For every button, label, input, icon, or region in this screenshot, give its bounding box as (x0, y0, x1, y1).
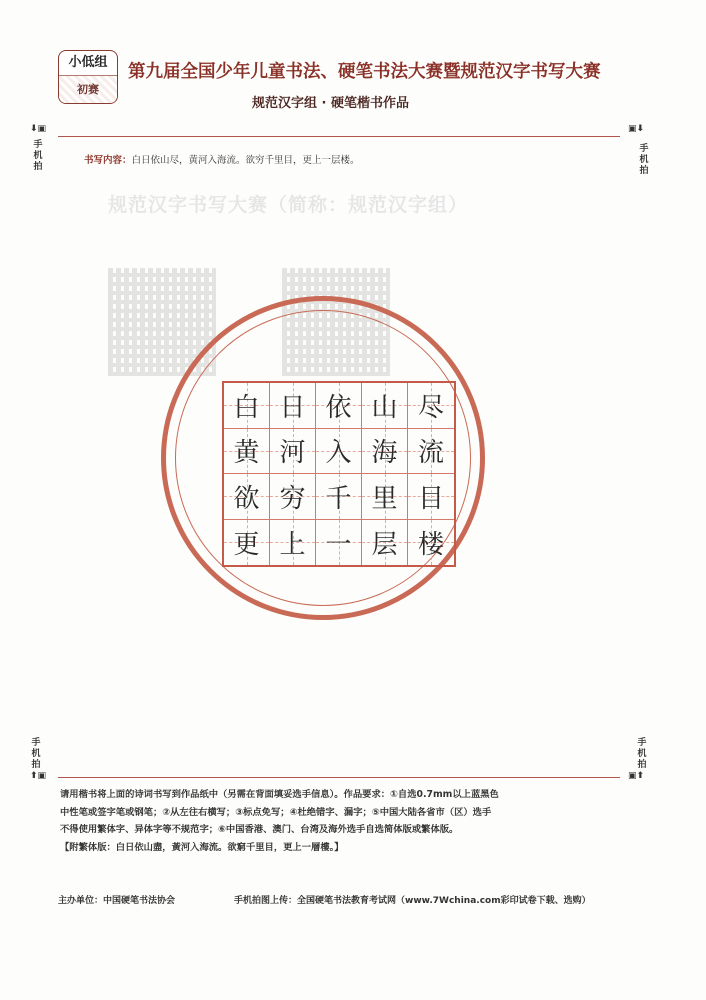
camera-marker-icon: ▣⬇ (628, 124, 645, 134)
grid-cell: 入 (316, 429, 362, 475)
grid-cell: 千 (316, 474, 362, 520)
traditional-version-note: 【附繁体版：白日依山盡，黃河入海流。欲窮千里目，更上一層樓。】 (60, 841, 344, 853)
page-title: 第九届全国少年儿童书法、硬笔书法大赛暨规范汉字书写大赛 (128, 62, 601, 82)
badge-round-label: 初赛 (59, 75, 117, 104)
grid-cell: 目 (408, 474, 454, 520)
camera-marker-icon: ⬆▣ (30, 771, 47, 781)
badge-group-label: 小低组 (68, 55, 108, 70)
writing-content (84, 152, 360, 166)
group-badge (58, 50, 118, 104)
camera-marker-icon: ⬇▣ (30, 124, 47, 134)
grid-cell: 一 (316, 520, 362, 566)
grid-cell: 流 (408, 429, 454, 475)
grid-cell: 更 (224, 520, 270, 566)
requirements-block (60, 786, 620, 856)
grid-cell: 层 (362, 520, 408, 566)
grid-cell: 里 (362, 474, 408, 520)
requirements-line: 请用楷书将上面的诗词书写到作品纸中（另需在背面填妥选手信息）。作品要求：①自选0.7mm以上蓝黑色 (60, 789, 499, 800)
organizer-text: 主办单位：中国硬笔书法协会 (58, 896, 176, 906)
side-label-right-bottom: 手 机 拍 (637, 738, 647, 770)
grid-cell: 依 (316, 383, 362, 429)
writing-content-text: 白日依山尽，黄河入海流。欲穷千里目，更上一层楼。 (131, 155, 360, 166)
side-label-right-top: 手 机 拍 (639, 144, 649, 176)
writing-grid (222, 381, 456, 567)
grid-cell: 河 (270, 429, 316, 475)
grid-cell: 白 (224, 383, 270, 429)
page-subtitle: 规范汉字组 · 硬笔楷书作品 (252, 96, 409, 111)
camera-marker-icon: ▣⬆ (628, 771, 645, 781)
bottom-divider (58, 777, 620, 778)
grid-cell: 尽 (408, 383, 454, 429)
grid-cell: 海 (362, 429, 408, 475)
grid-cell: 日 (270, 383, 316, 429)
upload-info-text: 手机拍图上传：全国硬笔书法教育考试网（www.7Wchina.com彩印试卷下载、选购） (234, 896, 591, 906)
grid-cell: 黄 (224, 429, 270, 475)
requirements-line: 中性笔或签字笔或钢笔；②从左往右横写；③标点免写；④杜绝错字、漏字；⑤中国大陆各省市（区）选手 (60, 806, 492, 818)
grid-cell: 上 (270, 520, 316, 566)
grid-cell: 山 (362, 383, 408, 429)
grid-cell: 欲 (224, 474, 270, 520)
requirements-line: 不得使用繁体字、异体字等不规范字；⑥中国香港、澳门、台湾及海外选手自选简体版或繁体版。 (60, 824, 459, 835)
top-divider (58, 136, 620, 137)
side-label-left-top: 手 机 拍 (33, 140, 43, 172)
grid-cell: 穷 (270, 474, 316, 520)
writing-content-label: 书写内容： (84, 155, 132, 166)
side-label-left-bottom: 手 机 拍 (31, 738, 41, 770)
grid-cell: 楼 (408, 520, 454, 566)
show-through-text: 规范汉字书写大赛（简称：规范汉字组） (108, 194, 469, 216)
